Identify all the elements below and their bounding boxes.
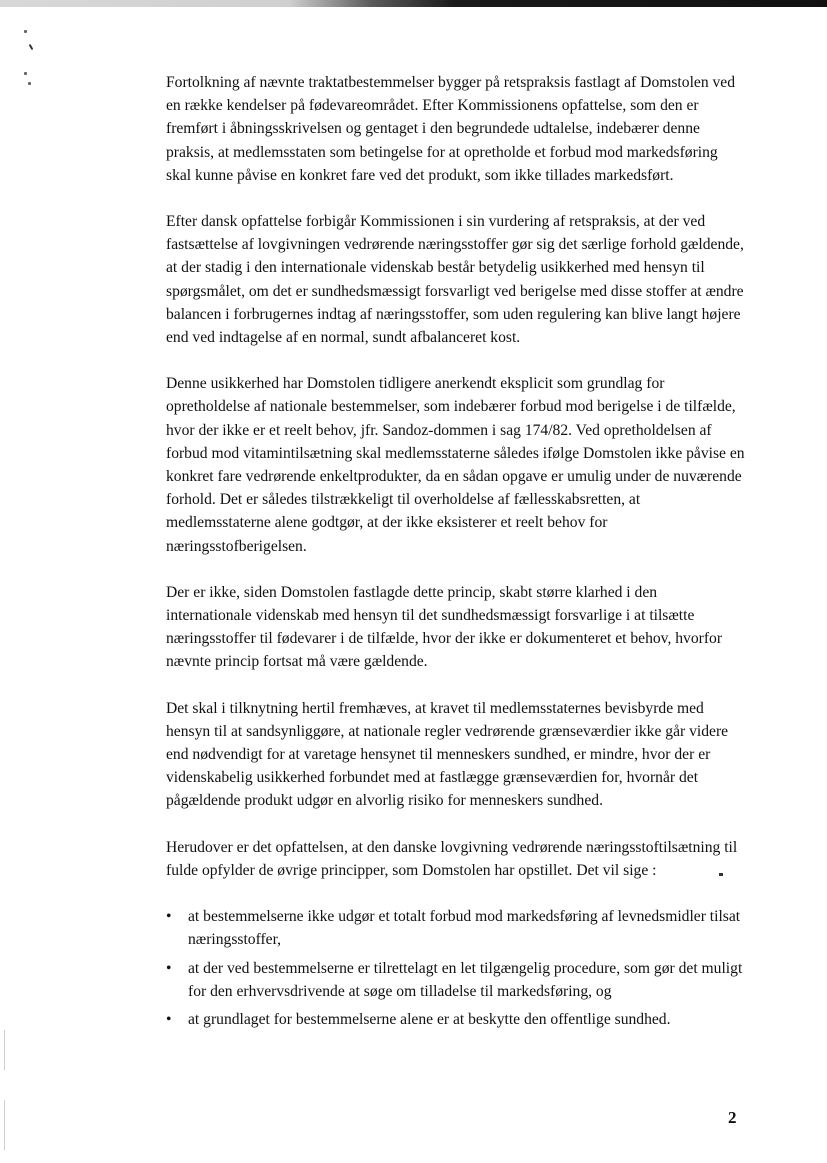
list-item — [166, 957, 746, 1003]
paragraph: Det skal i tilknytning hertil fremhæves, at kravet til medlemsstaternes bevisbyrde med hensyn til at sandsynliggøre, at nationale regler vedrørende grænseværdier ikke går videre end nødvendigt for at varetage hensynet til menneskers sundhed, er mindre, hvor der er videnskabelig usikkerhed forbundet med at fastlægge grænseværdien for, hvornår det pågældende produkt udgør en alvorlig risiko for menneskers sundhed. — [166, 699, 729, 810]
scan-margin-mark — [24, 72, 27, 75]
page-number: 2 — [728, 1108, 737, 1127]
paragraph: Denne usikkerhed har Domstolen tidligere anerkendt eksplicit som grundlag for opretholdelse af nationale bestemmelser, som indebærer forbud mod berigelse i de tilfælde, hvor der ikke er et reelt behov, jfr. Sandoz-dommen i sag 174/82. Ved opretholdelsen af forbud mod vitamintilsætning skal medlemsstaterne således ifølge Domstolen ikke påvise en konkret fare vedrørende enkeltprodukter, da en sådan opgave er umulig under de nuværende forhold. Det er således tilstrækkeligt til overholdelse af fællesskabsretten, at medlemsstaterne alene godtgør, at der ikke eksisterer et reelt behov for næringsstofberigelsen. — [166, 375, 745, 555]
scan-margin-mark — [28, 82, 31, 85]
bullet-icon: • — [166, 1010, 172, 1028]
list-item — [166, 1008, 746, 1031]
list-item-text: at grundlaget for bestemmelserne alene er at beskytte den offentlige sundhed. — [188, 1010, 671, 1028]
scan-margin-mark — [24, 30, 27, 33]
list-item-text: at bestemmelserne ikke udgør et totalt forbud mod markedsføring af levnedsmidler tilsat næringsstoffer, — [188, 908, 741, 949]
paragraph: Fortolkning af nævnte traktatbestemmelser bygger på retspraksis fastlagt af Domstolen ved en række kendelser på fødevareområdet. Efter Kommissionens opfattelse, som den er fremført i åbningsskrivelsen og gentaget i den begrundede udtalelse, indebærer denne praksis, at medlemsstaten som betingelse for at opretholde et forbud mod markedsføring skal kunne påvise en konkret fare ved det produkt, som ikke tillades markedsført. — [166, 74, 736, 184]
bullet-icon: • — [166, 959, 172, 977]
paragraph: Efter dansk opfattelse forbigår Kommissionen i sin vurdering af retspraksis, at der ved fastsættelse af lovgivningen vedrørende næringsstoffer gør sig det særlige forhold gældende, at der stadig i den internationale videnskab består betydelig usikkerhed med hensyn til spørgsmålet, om det er sundhedsmæssigt forsvarligt ved berigelse med disse stoffer at ændre balancen i forbrugernes indtag af næringsstoffer, som uden regulering kan blive langt højere end ved indtagelse af en normal, sundt afbalanceret kost. — [166, 213, 744, 347]
paragraph: Der er ikke, siden Domstolen fastlagde dette princip, skabt større klarhed i den internationale videnskab med hensyn til det sundhedsmæssigt forsvarlige i at tilsætte næringsstoffer til fødevarer i de tilfælde, hvor der ikke er dokumenteret et behov, hvorfor nævnte princip fortsat må være gældende. — [166, 583, 723, 671]
scan-edge-line — [4, 1100, 5, 1150]
document-body — [166, 71, 746, 1036]
scan-edge-line — [4, 1030, 5, 1070]
list-item-text: at der ved bestemmelserne er tilrettelagt en let tilgængelig procedure, som gør det muligt for den erhvervsdrivende at søge om tilladelse til markedsføring, og — [188, 959, 743, 1000]
paragraph: Herudover er det opfattelsen, at den danske lovgivning vedrørende næringsstoftilsætning til fulde opfylder de øvrige principper, som Domstolen har opstillet. Det vil sige : — [166, 838, 738, 879]
scan-margin-mark — [29, 44, 34, 50]
list-item — [166, 905, 746, 951]
scan-top-edge — [0, 0, 827, 7]
principles-list — [166, 905, 746, 1031]
bullet-icon: • — [166, 908, 172, 926]
